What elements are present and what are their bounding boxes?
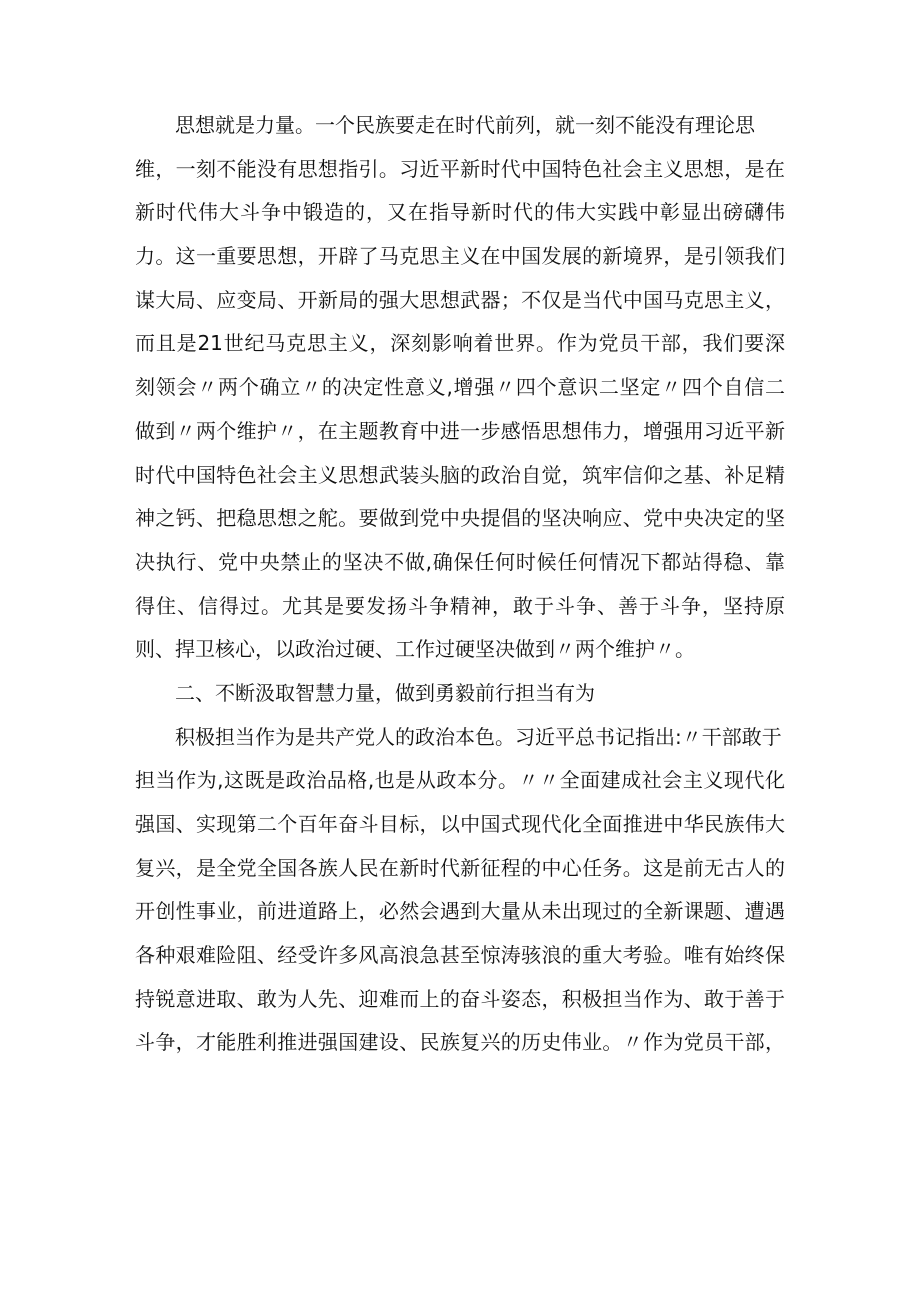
paragraph-1-line-5: 谋大局、应变局、开新局的强大思想武器；不仅是当代中国马克思主义，: [135, 287, 785, 312]
paragraph-2-line-6: 各种艰难险阻、经受许多风高浪急甚至惊涛骇浪的重大考验。唯有始终保: [135, 943, 785, 968]
document-body: [135, 104, 785, 1065]
paragraph-1-line-3: 新时代伟大斗争中锻造的，又在指导新时代的伟大实践中彰显出磅礴伟: [135, 200, 785, 225]
paragraph-1-line-13: 则、捍卫核心，以政治过硬、工作过硬坚决做到〃两个维护〃。: [135, 637, 695, 662]
paragraph-1-line-12: 得住、信得过。尤其是要发扬斗争精神，敢于斗争、善于斗争，坚持原: [135, 593, 785, 618]
paragraph-1-line-2: 维，一刻不能没有思想指引。习近平新时代中国特色社会主义思想，是在: [135, 156, 785, 181]
paragraph-2-line-5: 开创性事业，前进道路上，必然会遇到大量从未出现过的全新课题、遭遇: [135, 899, 785, 924]
paragraph-1-line-10: 神之钙、把稳思想之舵。要做到党中央提倡的坚决响应、党中央决定的坚: [135, 506, 785, 531]
paragraph-2-line-3: 强国、实现第二个百年奋斗目标，以中国式现代化全面推进中华民族伟大: [135, 812, 785, 836]
paragraph-2-line-4: 复兴，是全党全国各族人民在新时代新征程的中心任务。这是前无古人的: [135, 855, 785, 880]
paragraph-2-line-7: 持锐意进取、敢为人先、迎难而上的奋斗姿态，积极担当作为、敢于善于: [135, 986, 785, 1011]
paragraph-1-line-9: 时代中国特色社会主义思想武装头脑的政治自觉，筑牢信仰之基、补足精: [135, 462, 785, 487]
paragraph-1-line-7: 刻领会〃两个确立〃的决定性意义,增强〃四个意识二坚定〃四个自信二: [135, 375, 785, 400]
paragraph-2-line-1: 积极担当作为是共产党人的政治本色。习近平总书记指出:〃干部敢于: [175, 724, 782, 749]
paragraph-1-line-4: 力。这一重要思想，开辟了马克思主义在中国发展的新境界，是引领我们: [135, 244, 785, 269]
paragraph-2-line-8: 斗争，才能胜利推进强国建设、民族复兴的历史伟业。〃作为党员干部，: [135, 1030, 785, 1055]
paragraph-1-line-6: 而且是21世纪马克思主义，深刻影响着世界。作为党员干部，我们要深: [135, 331, 785, 356]
paragraph-2-line-2: 担当作为,这既是政治品格,也是从政本分。〃〃全面建成社会主义现代化: [135, 768, 785, 793]
paragraph-1-line-11: 决执行、党中央禁止的坚决不做,确保任何时候任何情况下都站得稳、靠: [135, 549, 785, 574]
paragraph-1-line-1: 思想就是力量。一个民族要走在时代前列，就一刻不能没有理论思: [175, 113, 755, 137]
section-heading: 二、不断汲取智慧力量，做到勇毅前行担当有为: [175, 680, 595, 705]
paragraph-1-line-8: 做到〃两个维护〃，在主题教育中进一步感悟思想伟力，增强用习近平新: [135, 418, 785, 443]
